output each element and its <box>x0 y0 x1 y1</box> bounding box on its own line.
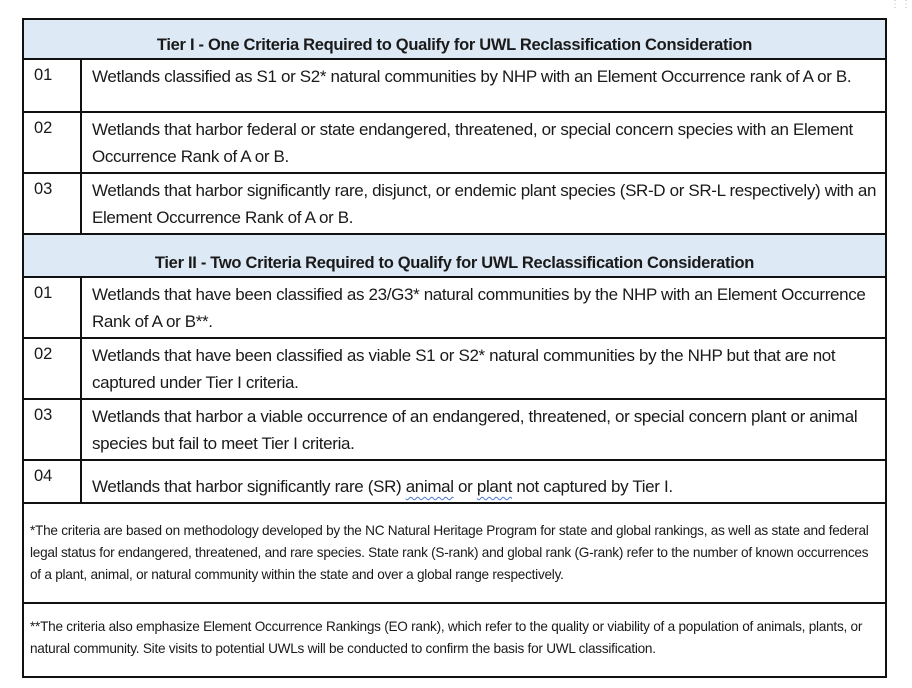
table-row <box>23 277 886 338</box>
uwl-criteria-table <box>22 18 887 678</box>
tier2-header-row <box>23 234 886 277</box>
criteria-text: Wetlands classified as S1 or S2* natural communities by NHP with an Element Occurrence rank of A or B. <box>81 59 886 112</box>
criteria-text: Wetlands that harbor federal or state endangered, threatened, or special concern species with an Element Occurrence Rank of A or B. <box>81 112 886 173</box>
table-row <box>23 173 886 234</box>
criteria-text: Wetlands that harbor significantly rare, disjunct, or endemic plant species (SR-D or SR-L respectively) with an Element Occurrence Rank of A or B. <box>81 173 886 234</box>
footnote-row <box>23 603 886 677</box>
row-number: 01 <box>23 277 81 338</box>
row-number: 03 <box>23 173 81 234</box>
criteria-text <box>81 460 886 503</box>
table-row <box>23 338 886 399</box>
table-row <box>23 59 886 112</box>
grammar-flag-plant[interactable]: plant <box>476 477 512 496</box>
row-number: 01 <box>23 59 81 112</box>
text-segment: not captured by Tier I. <box>511 477 673 496</box>
criteria-text: Wetlands that harbor a viable occurrence of an endangered, threatened, or special concern plant or animal species but fail to meet Tier I criteria. <box>81 399 886 460</box>
footnote-1: *The criteria are based on methodology developed by the NC Natural Heritage Program for state and global rankings, as well as state and federal legal status for endangered, threatened, and rare species. State rank (S-rank) and global rank (G-rank) refer to the number of known occurrences of a plant, animal, or natural community within the state and over a global range respectively. <box>23 503 886 603</box>
text-segment: or <box>453 477 477 496</box>
criteria-text: Wetlands that have been classified as viable S1 or S2* natural communities by the NHP but that are not captured under Tier I criteria. <box>81 338 886 399</box>
criteria-text: Wetlands that have been classified as 23/G3* natural communities by the NHP with an Element Occurrence Rank of A or B**. <box>81 277 886 338</box>
table-row <box>23 399 886 460</box>
footnote-2: **The criteria also emphasize Element Occurrence Rankings (EO rank), which refer to the quality or viability of a population of animals, plants, or natural community. Site visits to potential UWLs will be conducted to confirm the basis for UWL classification. <box>23 603 886 677</box>
row-number: 04 <box>23 460 81 503</box>
tier2-title: Tier II - Two Criteria Required to Qualify for UWL Reclassification Consideration <box>23 234 886 277</box>
footnote-row <box>23 503 886 603</box>
grammar-flag-animal[interactable]: animal <box>405 477 454 496</box>
tier1-header-row <box>23 19 886 59</box>
text-segment: Wetlands that harbor significantly rare (SR) <box>92 477 406 496</box>
drag-handle-icon[interactable]: ⋮⋮ <box>890 0 912 10</box>
row-number: 02 <box>23 112 81 173</box>
table-row <box>23 460 886 503</box>
row-number: 02 <box>23 338 81 399</box>
tier1-title: Tier I - One Criteria Required to Qualify for UWL Reclassification Consideration <box>23 19 886 59</box>
table-row <box>23 112 886 173</box>
row-number: 03 <box>23 399 81 460</box>
